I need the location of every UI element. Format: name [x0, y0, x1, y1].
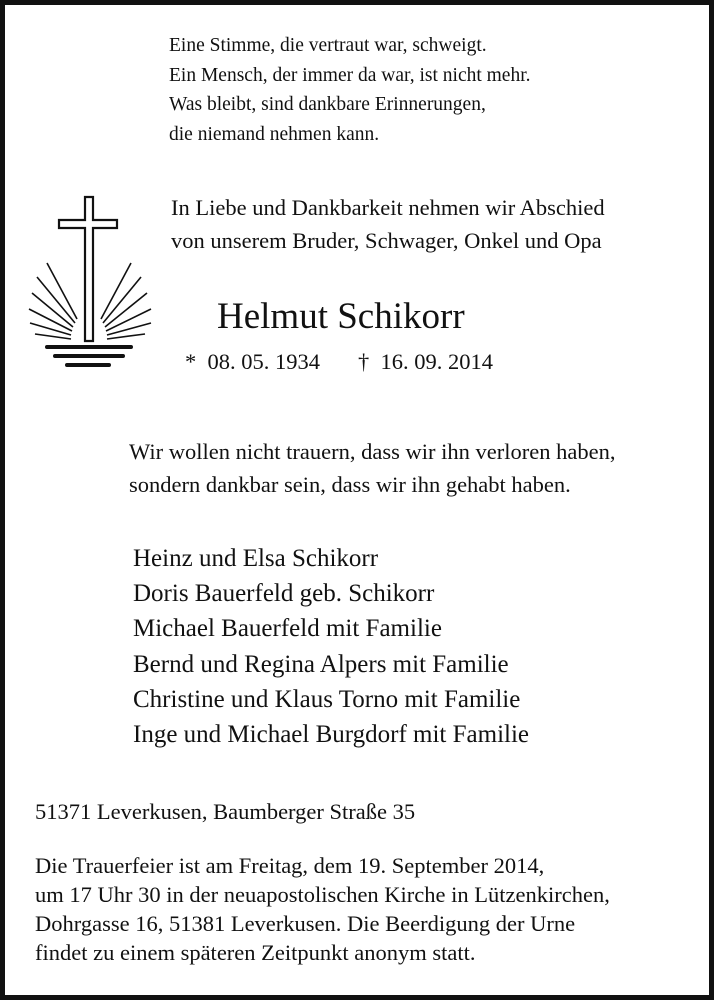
- life-dates: [185, 347, 493, 377]
- intro-line: In Liebe und Dankbarkeit nehmen wir Abschied: [171, 195, 605, 220]
- service-line: findet zu einem späteren Zeitpunkt anonym statt.: [35, 940, 476, 965]
- memorial-quote: [129, 435, 615, 501]
- poem-verse: [169, 31, 531, 149]
- deceased-name: Helmut Schikorr: [217, 296, 465, 337]
- poem-line: Ein Mensch, der immer da war, ist nicht mehr.: [169, 64, 531, 86]
- service-line: Dohrgasse 16, 51381 Leverkusen. Die Beerdigung der Urne: [35, 911, 576, 936]
- family-address: 51371 Leverkusen, Baumberger Straße 35: [35, 799, 416, 824]
- family-member: Michael Bauerfeld mit Familie: [133, 615, 442, 643]
- family-member: Doris Bauerfeld geb. Schikorr: [133, 580, 435, 608]
- service-line: Die Trauerfeier ist am Freitag, dem 19. September 2014,: [35, 853, 545, 878]
- service-line: um 17 Uhr 30 in der neuapostolischen Kirche in Lützenkirchen,: [35, 882, 610, 907]
- family-member: Heinz und Elsa Schikorr: [133, 545, 379, 572]
- death-date: 16. 09. 2014: [380, 349, 493, 374]
- farewell-intro: [171, 191, 605, 257]
- poem-line: Was bleibt, sind dankbare Erinnerungen,: [169, 94, 486, 115]
- family-member: Bernd und Regina Alpers mit Familie: [133, 650, 509, 678]
- family-member: Inge und Michael Burgdorf mit Familie: [133, 721, 529, 749]
- intro-line: von unserem Bruder, Schwager, Onkel und Opa: [171, 228, 602, 253]
- family-list: [133, 541, 529, 752]
- family-member: Christine und Klaus Torno mit Familie: [133, 685, 521, 713]
- birth-date: 08. 05. 1934: [207, 349, 320, 374]
- birth-symbol: *: [185, 349, 197, 374]
- poem-line: Eine Stimme, die vertraut war, schweigt.: [169, 35, 487, 56]
- funeral-service-info: [35, 851, 610, 967]
- quote-line: Wir wollen nicht trauern, dass wir ihn verloren haben,: [129, 439, 616, 464]
- death-symbol: †: [358, 349, 370, 374]
- poem-line: die niemand nehmen kann.: [169, 123, 380, 145]
- quote-line: sondern dankbar sein, dass wir ihn gehabt haben.: [129, 472, 571, 497]
- cross-sunrise-icon: [27, 191, 167, 375]
